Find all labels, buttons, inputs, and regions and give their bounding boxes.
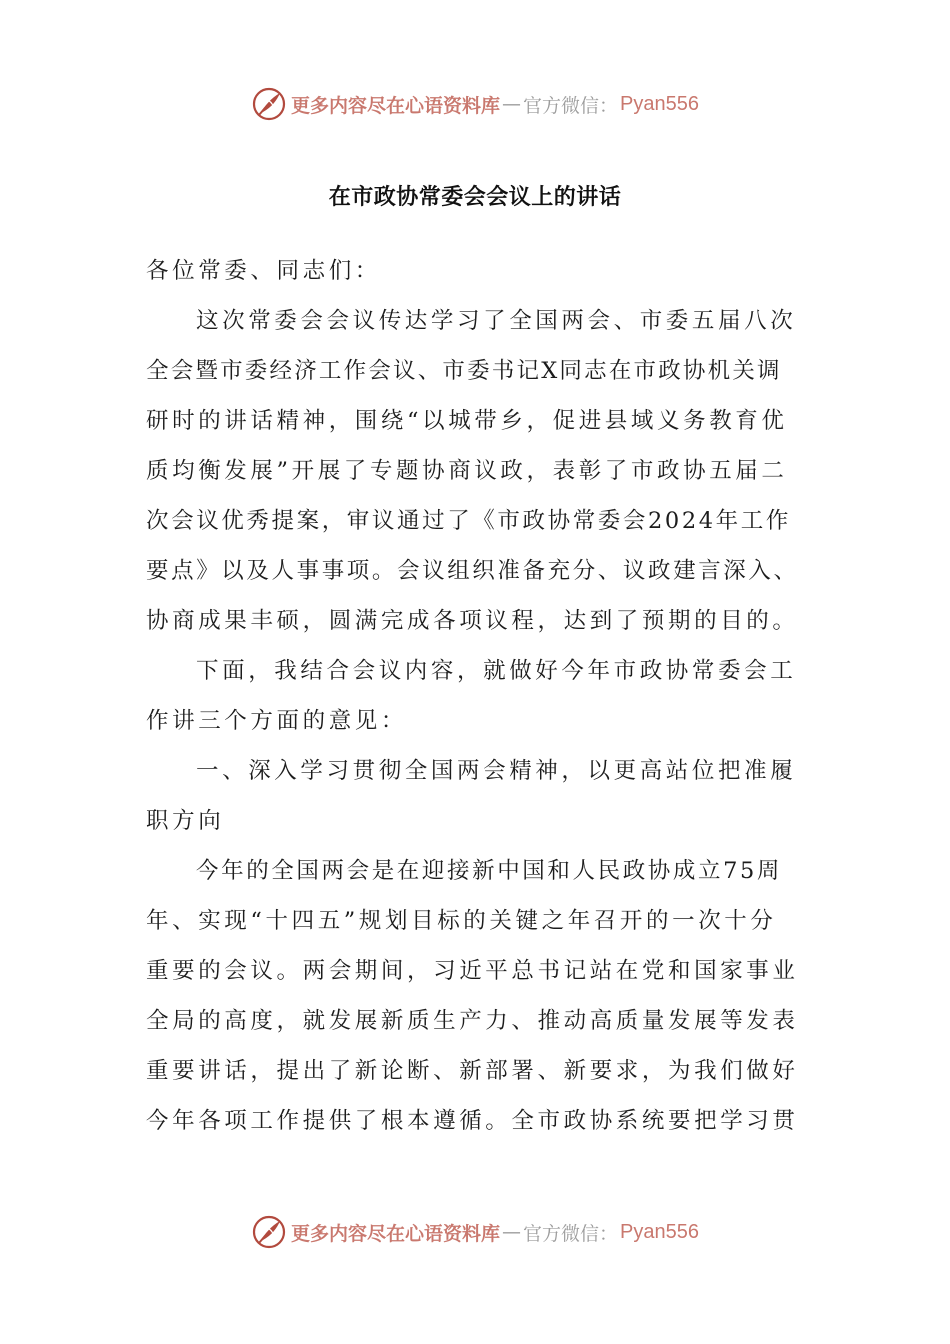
text-line: 职方向	[146, 808, 225, 834]
watermark-main-text: 更多内容尽在心语资料库	[291, 1222, 501, 1245]
text-line: 重要讲话，提出了新论断、新部署、新要求，为我们做好	[146, 1058, 799, 1084]
watermark-wechat-id: Pyan556	[620, 1220, 699, 1243]
watermark-main-text: 更多内容尽在心语资料库	[291, 94, 501, 117]
quill-logo-icon	[251, 1214, 287, 1250]
watermark-label: 官方微信：	[523, 94, 619, 117]
text-line: 要点》以及人事事项。会议组织准备充分、议政建言深入、	[146, 558, 799, 584]
text-line: 下面，我结合会议内容，就做好今年市政协常委会工	[196, 658, 797, 684]
text-line: 次会议优秀提案，审议通过了《市政协常委会2024年工作	[146, 508, 791, 534]
text-line: 今年各项工作提供了根本遵循。全市政协系统要把学习贯	[146, 1108, 799, 1134]
watermark-label: 官方微信：	[523, 1222, 619, 1245]
text-line: 研时的讲话精神，围绕“以城带乡，促进县域义务教育优	[146, 408, 788, 434]
quill-logo-icon	[251, 86, 287, 122]
text-line: 协商成果丰硕，圆满完成各项议程，达到了预期的目的。	[146, 608, 799, 634]
text-line: 一、深入学习贯彻全国两会精神，以更高站位把准履	[196, 758, 797, 784]
text-line: 全局的高度，就发展新质生产力、推动高质量发展等发表	[146, 1008, 799, 1034]
page-title: 在市政协常委会会议上的讲话	[328, 185, 622, 210]
document-body	[146, 246, 814, 1146]
watermark-dash: —	[502, 1221, 522, 1243]
watermark-banner-bottom	[0, 1212, 950, 1252]
text-line: 这次常委会会议传达学习了全国两会、市委五届八次	[196, 308, 797, 334]
watermark-banner-top	[0, 84, 950, 124]
text-line: 质均衡发展”开展了专题协商议政，表彰了市政协五届二	[146, 458, 788, 484]
watermark-dash: —	[502, 93, 522, 115]
text-line: 作讲三个方面的意见：	[146, 708, 408, 734]
text-line: 重要的会议。两会期间，习近平总书记站在党和国家事业	[146, 958, 799, 984]
text-line: 今年的全国两会是在迎接新中国和人民政协成立75周	[196, 858, 783, 884]
text-line: 全会暨市委经济工作会议、市委书记X同志在市政协机关调	[146, 358, 782, 384]
text-line: 年、实现“十四五”规划目标的关键之年召开的一次十分	[146, 908, 777, 934]
text-line: 各位常委、同志们：	[146, 258, 381, 284]
watermark-wechat-id: Pyan556	[620, 92, 699, 115]
